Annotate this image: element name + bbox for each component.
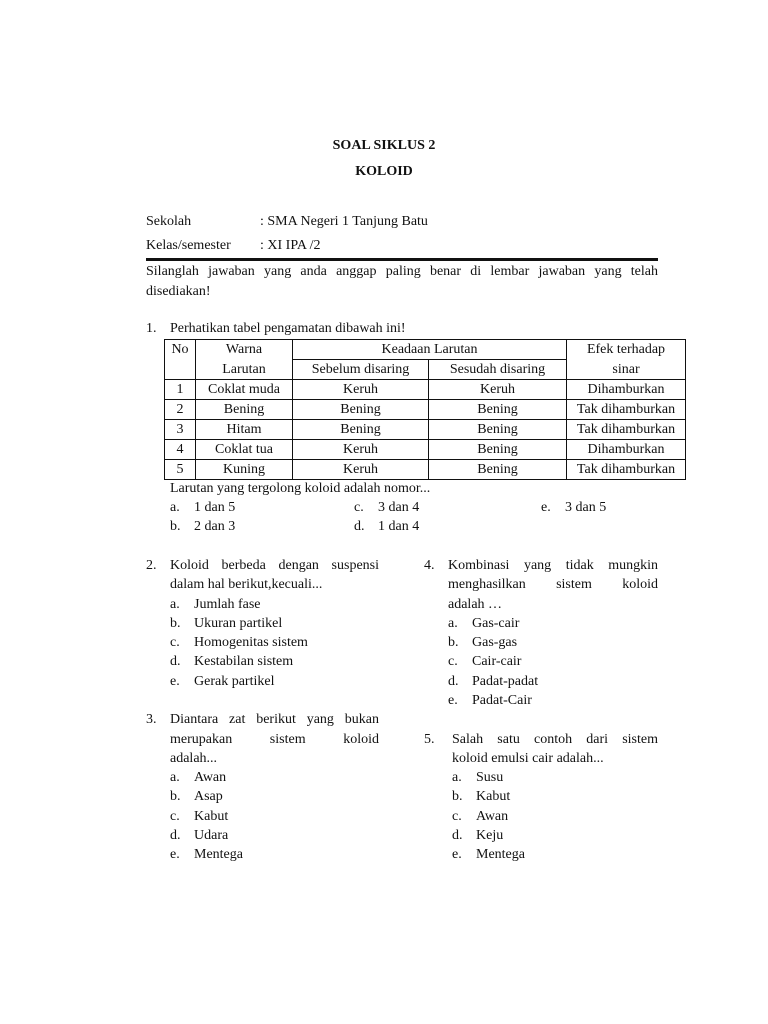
header-divider xyxy=(146,258,658,261)
q1-option-b xyxy=(170,519,235,535)
class-label: Kelas/semester xyxy=(146,238,231,253)
option-text: Keju xyxy=(476,828,504,843)
option-text: Padat-Cair xyxy=(472,693,532,708)
table-cell: Coklat muda xyxy=(196,380,293,400)
option-key: e. xyxy=(448,693,458,708)
option-key: b. xyxy=(448,635,459,650)
q3-option-c xyxy=(170,809,228,825)
q4-option-c xyxy=(448,654,521,670)
school-label: Sekolah xyxy=(146,214,192,229)
q1-option-e xyxy=(541,500,606,516)
q3-number: 3. xyxy=(146,712,157,727)
instruction-line-1: Silanglah jawaban yang anda anggap paling benar di lembar jawaban yang telah xyxy=(146,264,658,279)
table-cell: Bening xyxy=(293,400,429,420)
option-key: d. xyxy=(452,828,463,843)
q4-line-1: Kombinasi yang tidak mungkin xyxy=(448,558,658,573)
table-cell: Tak dihamburkan xyxy=(567,400,686,420)
option-text: 3 dan 5 xyxy=(565,500,607,515)
table-cell: Bening xyxy=(429,420,567,440)
q3-line-1: Diantara zat berikut yang bukan xyxy=(170,712,379,727)
option-text: Mentega xyxy=(476,847,525,862)
q1-text: Perhatikan tabel pengamatan dibawah ini! xyxy=(170,321,406,336)
page-title: SOAL SIKLUS 2 xyxy=(332,138,436,153)
option-key: b. xyxy=(452,789,463,804)
q2-option-a xyxy=(170,597,260,613)
table-cell: Tak dihamburkan xyxy=(567,460,686,480)
table-header-sesudah: Sesudah disaring xyxy=(429,360,567,380)
q4-option-b xyxy=(448,635,517,651)
option-key: b. xyxy=(170,789,181,804)
option-key: e. xyxy=(452,847,462,862)
table-cell: 3 xyxy=(165,420,196,440)
q1-option-a xyxy=(170,500,235,516)
table-cell: 4 xyxy=(165,440,196,460)
option-key: c. xyxy=(452,809,462,824)
q1-option-c xyxy=(354,500,419,516)
table-cell: Hitam xyxy=(196,420,293,440)
option-key: a. xyxy=(170,597,180,612)
table-cell: 2 xyxy=(165,400,196,420)
option-key: a. xyxy=(170,500,180,515)
q2-option-d xyxy=(170,654,293,670)
option-text: 3 dan 4 xyxy=(378,500,420,515)
table-cell: Tak dihamburkan xyxy=(567,420,686,440)
q5-option-d xyxy=(452,828,503,844)
q2-number: 2. xyxy=(146,558,157,573)
q4-line-2: menghasilkan sistem koloid xyxy=(448,577,658,592)
table-cell: Kuning xyxy=(196,460,293,480)
option-key: d. xyxy=(354,519,365,534)
q1-option-d xyxy=(354,519,419,535)
option-text: Cair-cair xyxy=(472,654,522,669)
q2-option-c xyxy=(170,635,308,651)
option-text: 1 dan 5 xyxy=(194,500,236,515)
q2-option-b xyxy=(170,616,282,632)
q4-option-a xyxy=(448,616,519,632)
table-cell: 1 xyxy=(165,380,196,400)
table-cell: 5 xyxy=(165,460,196,480)
option-key: c. xyxy=(448,654,458,669)
table-header-warna: Warna xyxy=(196,340,293,360)
table-header-no: No xyxy=(165,340,196,360)
option-text: Kestabilan sistem xyxy=(194,654,294,669)
school-value: : SMA Negeri 1 Tanjung Batu xyxy=(260,214,428,229)
q5-number: 5. xyxy=(424,732,435,747)
option-text: Susu xyxy=(476,770,504,785)
table-cell: Bening xyxy=(429,460,567,480)
option-text: Gerak partikel xyxy=(194,674,275,689)
q1-prompt: Larutan yang tergolong koloid adalah nomor... xyxy=(170,481,431,496)
option-key: b. xyxy=(170,616,181,631)
table-cell: Bening xyxy=(196,400,293,420)
table-header-sebelum: Sebelum disaring xyxy=(293,360,429,380)
q2-line-2: dalam hal berikut,kecuali... xyxy=(170,577,323,592)
table-cell: Dihamburkan xyxy=(567,440,686,460)
observation-table xyxy=(164,339,686,480)
option-text: Ukuran partikel xyxy=(194,616,283,631)
option-text: 1 dan 4 xyxy=(378,519,420,534)
option-text: Awan xyxy=(194,770,227,785)
q5-option-a xyxy=(452,770,503,786)
table-row xyxy=(165,420,686,440)
q4-number: 4. xyxy=(424,558,435,573)
option-key: d. xyxy=(170,828,181,843)
q5-option-e xyxy=(452,847,525,863)
q5-line-2: koloid emulsi cair adalah... xyxy=(452,751,604,766)
table-cell: Dihamburkan xyxy=(567,380,686,400)
page-subtitle: KOLOID xyxy=(355,164,413,179)
table-cell: Bening xyxy=(429,400,567,420)
option-text: Awan xyxy=(476,809,509,824)
option-text: Kabut xyxy=(194,809,229,824)
table-row xyxy=(165,460,686,480)
option-text: Asap xyxy=(194,789,223,804)
q5-line-1: Salah satu contoh dari sistem xyxy=(452,732,658,747)
option-key: c. xyxy=(170,635,180,650)
q3-line-3: adalah... xyxy=(170,751,218,766)
q1-number: 1. xyxy=(146,321,157,336)
table-cell: Coklat tua xyxy=(196,440,293,460)
option-key: a. xyxy=(448,616,458,631)
q2-line-1: Koloid berbeda dengan suspensi xyxy=(170,558,379,573)
table-cell: Bening xyxy=(429,440,567,460)
option-key: a. xyxy=(170,770,180,785)
option-text: Udara xyxy=(194,828,229,843)
table-header-sinar: sinar xyxy=(567,360,686,380)
table-cell: Keruh xyxy=(293,440,429,460)
table-header-no-cont xyxy=(165,360,196,380)
q3-option-b xyxy=(170,789,223,805)
table-row xyxy=(165,400,686,420)
class-value: : XI IPA /2 xyxy=(260,238,321,253)
option-text: Mentega xyxy=(194,847,243,862)
table-header-efek: Efek terhadap xyxy=(567,340,686,360)
option-text: Kabut xyxy=(476,789,511,804)
table-cell: Bening xyxy=(293,420,429,440)
option-key: c. xyxy=(354,500,364,515)
instruction-line-2: disediakan! xyxy=(146,284,211,299)
q4-option-d xyxy=(448,674,538,690)
q3-option-d xyxy=(170,828,228,844)
table-row xyxy=(165,440,686,460)
option-key: e. xyxy=(170,674,180,689)
option-key: e. xyxy=(541,500,551,515)
q3-line-2: merupakan sistem koloid xyxy=(170,732,379,747)
q4-line-3: adalah … xyxy=(448,597,503,612)
q4-option-e xyxy=(448,693,532,709)
option-key: d. xyxy=(448,674,459,689)
option-key: c. xyxy=(170,809,180,824)
option-text: 2 dan 3 xyxy=(194,519,236,534)
table-header-larutan: Larutan xyxy=(196,360,293,380)
option-text: Gas-gas xyxy=(472,635,518,650)
table-cell: Keruh xyxy=(293,460,429,480)
table-cell: Keruh xyxy=(293,380,429,400)
option-key: e. xyxy=(170,847,180,862)
q3-option-e xyxy=(170,847,243,863)
q2-option-e xyxy=(170,674,274,690)
option-text: Homogenitas sistem xyxy=(194,635,308,650)
table-cell: Keruh xyxy=(429,380,567,400)
q5-option-c xyxy=(452,809,508,825)
table-row xyxy=(165,380,686,400)
option-key: a. xyxy=(452,770,462,785)
option-text: Gas-cair xyxy=(472,616,520,631)
q5-option-b xyxy=(452,789,510,805)
table-header-keadaan: Keadaan Larutan xyxy=(293,340,567,360)
option-text: Padat-padat xyxy=(472,674,539,689)
option-text: Jumlah fase xyxy=(194,597,261,612)
option-key: d. xyxy=(170,654,181,669)
q3-option-a xyxy=(170,770,226,786)
option-key: b. xyxy=(170,519,181,534)
